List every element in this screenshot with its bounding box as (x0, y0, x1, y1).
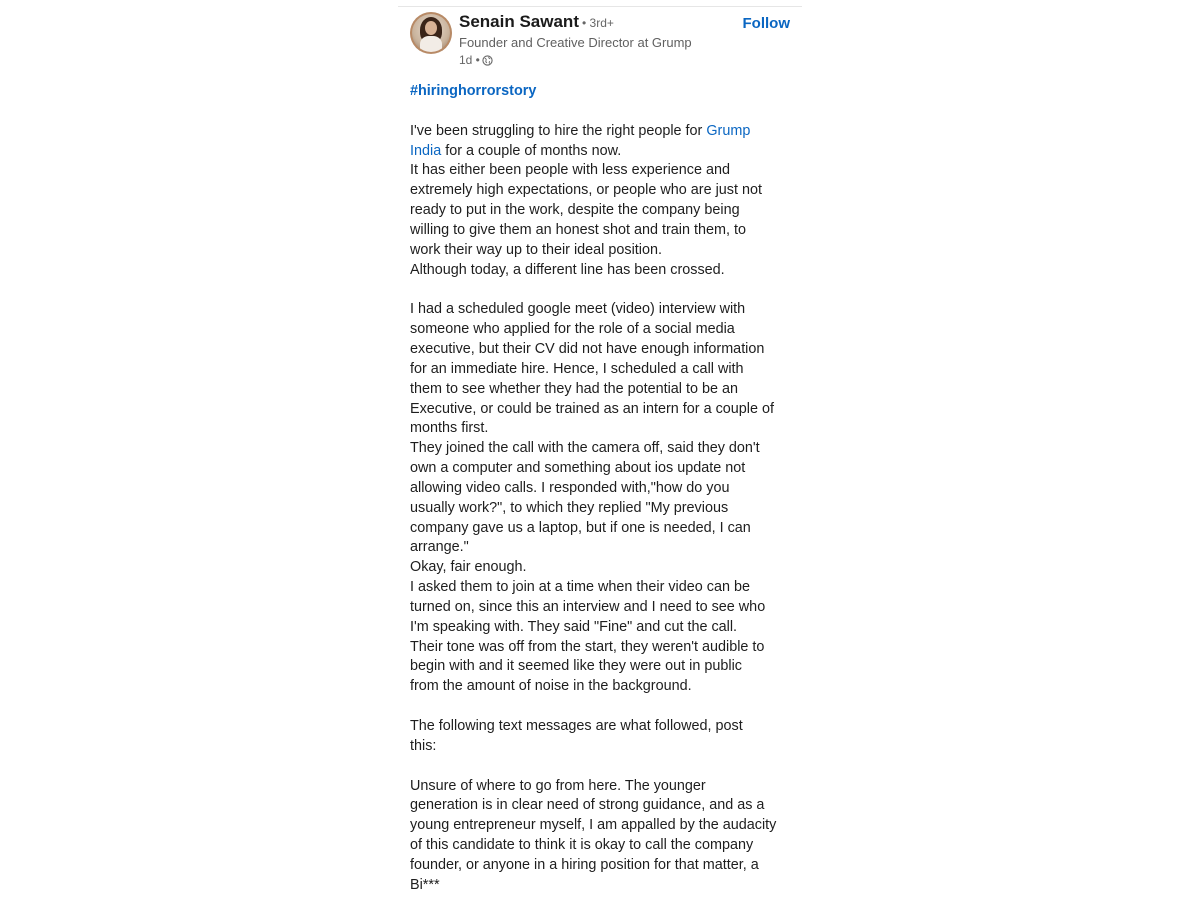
post-line: generation is in clear need of strong guidance, and as a (410, 797, 765, 814)
hashtag-link[interactable]: #hiringhorrorstory (410, 83, 537, 99)
post-line: Bi*** (410, 876, 440, 893)
post-line: them to see whether they had the potential to be an (410, 380, 739, 397)
post-line: this: (410, 737, 437, 754)
post-line: Executive, or could be trained as an intern for a couple of (410, 400, 774, 417)
connection-degree: • 3rd+ (581, 16, 614, 30)
paragraph-gap (410, 280, 796, 300)
globe-icon (482, 55, 493, 66)
post-line: Okay, fair enough. (410, 559, 527, 576)
post-line: begin with and it seemed like they were out in public (410, 658, 742, 675)
post-line: ready to put in the work, despite the company being (410, 202, 740, 219)
post-line: allowing video calls. I responded with,"how do you (410, 479, 730, 496)
post-line (410, 142, 796, 162)
post-line: willing to give them an honest shot and train them, to (410, 221, 746, 238)
post-line: Their tone was off from the start, they weren't audible to (410, 638, 765, 655)
post-meta (459, 53, 493, 67)
post-line: company gave us a laptop, but if one is needed, I can (410, 519, 751, 536)
follow-button[interactable]: Follow (742, 15, 790, 32)
post-line: Although today, a different line has been crossed. (410, 261, 725, 278)
paragraph-gap (410, 102, 796, 122)
paragraph-gap (410, 757, 796, 777)
author-headline: Founder and Creative Director at Grump (459, 35, 692, 50)
top-divider (398, 6, 802, 7)
post-line: I'm speaking with. They said "Fine" and cut the call. (410, 618, 738, 635)
post-line: I asked them to join at a time when their video can be (410, 579, 750, 596)
post-line: work their way up to their ideal position. (410, 241, 662, 258)
paragraph-gap (410, 697, 796, 717)
avatar-frame (410, 12, 452, 54)
post-line (410, 122, 796, 142)
post-line: turned on, since this an interview and I need to see who (410, 598, 766, 615)
post-line: someone who applied for the role of a social media (410, 321, 735, 338)
post-line: founder, or anyone in a hiring position for that matter, a (410, 856, 759, 873)
post-header (410, 12, 796, 70)
post-line: own a computer and something about ios update not (410, 460, 746, 477)
post-line: Unsure of where to go from here. The younger (410, 777, 706, 794)
post-line: They joined the call with the camera off, said they don't (410, 440, 760, 457)
author-name[interactable]: Senain Sawant (459, 12, 579, 31)
company-mention[interactable]: Grump (706, 122, 751, 139)
post-line: It has either been people with less experience and (410, 162, 731, 179)
post-line: extremely high expectations, or people who are just not (410, 182, 762, 199)
post-text: for a couple of months now. (441, 142, 622, 159)
post-line: executive, but their CV did not have enough information (410, 340, 765, 357)
post-time: 1d • (459, 53, 480, 67)
post-line: arrange." (410, 539, 469, 556)
author-name-row (459, 12, 614, 32)
post-line: from the amount of noise in the background. (410, 678, 692, 695)
post-text: I've been struggling to hire the right people for (410, 122, 707, 139)
post-body (410, 82, 796, 896)
post-line: young entrepreneur myself, I am appalled by the audacity (410, 817, 777, 834)
post-line: usually work?", to which they replied "My previous (410, 499, 729, 516)
post-line: I had a scheduled google meet (video) interview with (410, 301, 746, 318)
avatar[interactable] (410, 12, 452, 54)
post-line: for an immediate hire. Hence, I scheduled a call with (410, 360, 744, 377)
post-line: of this candidate to think it is okay to call the company (410, 837, 754, 854)
post-line: The following text messages are what followed, post (410, 718, 743, 734)
company-mention-cont[interactable]: India (410, 142, 442, 159)
post-line: months first. (410, 420, 489, 437)
